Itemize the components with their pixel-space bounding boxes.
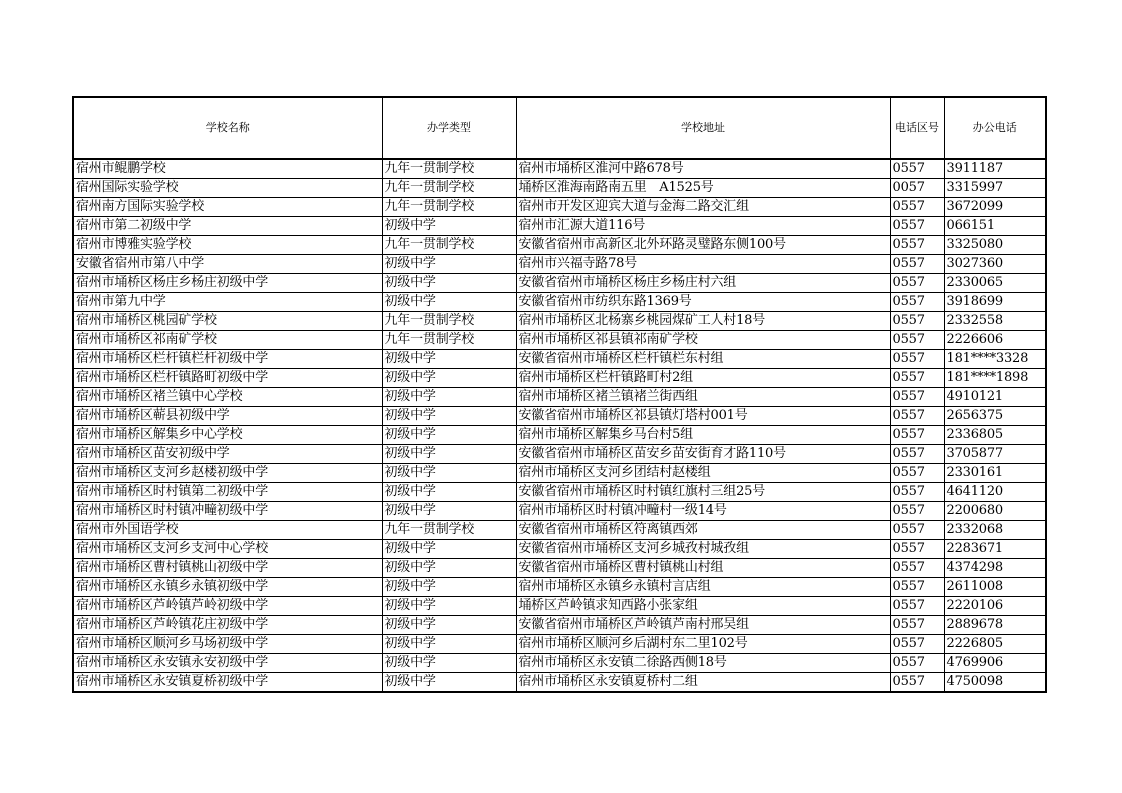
office-phone-cell: 4769906	[944, 654, 1046, 673]
school-type-cell: 初级中学	[382, 464, 516, 483]
table-row	[73, 464, 1046, 483]
office-phone-cell: 3325080	[944, 236, 1046, 255]
table-row	[73, 369, 1046, 388]
school-type-cell: 初级中学	[382, 388, 516, 407]
area-code-cell: 0557	[890, 673, 944, 693]
table-row	[73, 559, 1046, 578]
office-phone-cell: 3705877	[944, 445, 1046, 464]
school-name-cell: 宿州市埇桥区解集乡中心学校	[73, 426, 382, 445]
office-phone-cell: 2336805	[944, 426, 1046, 445]
school-address-cell: 宿州市埇桥区永安镇夏桥村二组	[516, 673, 890, 693]
table-row	[73, 179, 1046, 198]
office-phone-cell: 4910121	[944, 388, 1046, 407]
area-code-cell: 0557	[890, 445, 944, 464]
table-row	[73, 293, 1046, 312]
table-row	[73, 159, 1046, 179]
table-row	[73, 540, 1046, 559]
office-phone-cell: 2330065	[944, 274, 1046, 293]
school-name-cell: 宿州市埇桥区顺河乡马场初级中学	[73, 635, 382, 654]
school-type-cell: 初级中学	[382, 540, 516, 559]
school-type-cell: 初级中学	[382, 635, 516, 654]
table-row	[73, 502, 1046, 521]
school-type-cell: 初级中学	[382, 578, 516, 597]
office-phone-cell: 2332558	[944, 312, 1046, 331]
school-address-cell: 安徽省宿州市埇桥区杨庄乡杨庄村六组	[516, 274, 890, 293]
school-address-cell: 埇桥区芦岭镇求知西路小张家组	[516, 597, 890, 616]
office-phone-cell: 2220106	[944, 597, 1046, 616]
area-code-cell: 0557	[890, 502, 944, 521]
school-address-cell: 安徽省宿州市埇桥区栏杆镇栏东村组	[516, 350, 890, 369]
school-name-cell: 宿州市埇桥区时村镇第二初级中学	[73, 483, 382, 502]
school-type-cell: 九年一贯制学校	[382, 331, 516, 350]
school-address-cell: 宿州市埇桥区栏杆镇路町村2组	[516, 369, 890, 388]
office-phone-cell: 3315997	[944, 179, 1046, 198]
header-school-name: 学校名称	[73, 97, 382, 159]
school-name-cell: 宿州市埇桥区桃园矿学校	[73, 312, 382, 331]
school-name-cell: 宿州市埇桥区支河乡赵楼初级中学	[73, 464, 382, 483]
school-address-cell: 宿州市汇源大道116号	[516, 217, 890, 236]
school-name-cell: 宿州国际实验学校	[73, 179, 382, 198]
school-address-cell: 宿州市埇桥区褚兰镇褚兰街西组	[516, 388, 890, 407]
header-school-address: 学校地址	[516, 97, 890, 159]
table-row	[73, 407, 1046, 426]
school-name-cell: 安徽省宿州市第八中学	[73, 255, 382, 274]
area-code-cell: 0557	[890, 578, 944, 597]
school-address-cell: 宿州市兴福寺路78号	[516, 255, 890, 274]
office-phone-cell: 2889678	[944, 616, 1046, 635]
table-row	[73, 350, 1046, 369]
area-code-cell: 0557	[890, 483, 944, 502]
school-address-cell: 宿州市开发区迎宾大道与金海二路交汇组	[516, 198, 890, 217]
area-code-cell: 0557	[890, 635, 944, 654]
school-type-cell: 初级中学	[382, 559, 516, 578]
office-phone-cell: 066151	[944, 217, 1046, 236]
school-address-cell: 安徽省宿州市纺织东路1369号	[516, 293, 890, 312]
area-code-cell: 0557	[890, 255, 944, 274]
table-row	[73, 255, 1046, 274]
school-name-cell: 宿州市埇桥区支河乡支河中心学校	[73, 540, 382, 559]
area-code-cell: 0557	[890, 407, 944, 426]
school-name-cell: 宿州市埇桥区时村镇冲疃初级中学	[73, 502, 382, 521]
office-phone-cell: 2200680	[944, 502, 1046, 521]
area-code-cell: 0557	[890, 464, 944, 483]
school-name-cell: 宿州市埇桥区芦岭镇花庄初级中学	[73, 616, 382, 635]
area-code-cell: 0557	[890, 521, 944, 540]
table-row	[73, 445, 1046, 464]
school-name-cell: 宿州市鲲鹏学校	[73, 159, 382, 179]
school-type-cell: 初级中学	[382, 255, 516, 274]
school-address-cell: 宿州市埇桥区支河乡团结村赵楼组	[516, 464, 890, 483]
area-code-cell: 0557	[890, 217, 944, 236]
school-address-cell: 宿州市埇桥区永安镇二徐路西侧18号	[516, 654, 890, 673]
school-type-cell: 初级中学	[382, 274, 516, 293]
area-code-cell: 0557	[890, 293, 944, 312]
office-phone-cell: 3911187	[944, 159, 1046, 179]
area-code-cell: 0557	[890, 616, 944, 635]
school-name-cell: 宿州市埇桥区苗安初级中学	[73, 445, 382, 464]
table-row	[73, 483, 1046, 502]
school-address-cell: 宿州市埇桥区永镇乡永镇村言店组	[516, 578, 890, 597]
school-name-cell: 宿州市埇桥区蕲县初级中学	[73, 407, 382, 426]
office-phone-cell: 2283671	[944, 540, 1046, 559]
office-phone-cell: 2330161	[944, 464, 1046, 483]
area-code-cell: 0557	[890, 198, 944, 217]
school-name-cell: 宿州市第二初级中学	[73, 217, 382, 236]
table-row	[73, 312, 1046, 331]
area-code-cell: 0557	[890, 597, 944, 616]
school-type-cell: 初级中学	[382, 616, 516, 635]
header-area-code: 电话区号	[890, 97, 944, 159]
header-row	[73, 97, 1046, 159]
school-type-cell: 九年一贯制学校	[382, 521, 516, 540]
area-code-cell: 0557	[890, 159, 944, 179]
area-code-cell: 0557	[890, 540, 944, 559]
table-row	[73, 274, 1046, 293]
school-name-cell: 宿州市埇桥区永安镇永安初级中学	[73, 654, 382, 673]
school-type-cell: 初级中学	[382, 426, 516, 445]
school-name-cell: 宿州市博雅实验学校	[73, 236, 382, 255]
school-address-cell: 宿州市埇桥区顺河乡后湖村东二里102号	[516, 635, 890, 654]
school-address-cell: 安徽省宿州市埇桥区符离镇西郊	[516, 521, 890, 540]
school-type-cell: 初级中学	[382, 293, 516, 312]
school-name-cell: 宿州市埇桥区芦岭镇芦岭初级中学	[73, 597, 382, 616]
area-code-cell: 0557	[890, 236, 944, 255]
school-type-cell: 初级中学	[382, 407, 516, 426]
school-address-cell: 宿州市埇桥区时村镇冲疃村一级14号	[516, 502, 890, 521]
school-name-cell: 宿州南方国际实验学校	[73, 198, 382, 217]
office-phone-cell: 3027360	[944, 255, 1046, 274]
table-row	[73, 388, 1046, 407]
table-row	[73, 597, 1046, 616]
school-type-cell: 九年一贯制学校	[382, 179, 516, 198]
office-phone-cell: 4641120	[944, 483, 1046, 502]
school-address-cell: 安徽省宿州市埇桥区曹村镇桃山村组	[516, 559, 890, 578]
school-name-cell: 宿州市埇桥区杨庄乡杨庄初级中学	[73, 274, 382, 293]
school-type-cell: 初级中学	[382, 445, 516, 464]
school-name-cell: 宿州市外国语学校	[73, 521, 382, 540]
school-address-cell: 宿州市埇桥区祁县镇祁南矿学校	[516, 331, 890, 350]
table-row	[73, 236, 1046, 255]
table-row	[73, 198, 1046, 217]
office-phone-cell: 2611008	[944, 578, 1046, 597]
area-code-cell: 0557	[890, 388, 944, 407]
school-type-cell: 初级中学	[382, 369, 516, 388]
table-row	[73, 654, 1046, 673]
school-address-cell: 宿州市埇桥区北杨寨乡桃园煤矿工人村18号	[516, 312, 890, 331]
school-name-cell: 宿州市埇桥区祁南矿学校	[73, 331, 382, 350]
table-row	[73, 521, 1046, 540]
area-code-cell: 0557	[890, 369, 944, 388]
office-phone-cell: 2332068	[944, 521, 1046, 540]
table-body	[73, 159, 1046, 692]
school-type-cell: 九年一贯制学校	[382, 159, 516, 179]
area-code-cell: 0557	[890, 559, 944, 578]
school-name-cell: 宿州市埇桥区曹村镇桃山初级中学	[73, 559, 382, 578]
area-code-cell: 0557	[890, 274, 944, 293]
school-name-cell: 宿州市埇桥区永安镇夏桥初级中学	[73, 673, 382, 693]
school-table	[72, 96, 1047, 693]
table-row	[73, 217, 1046, 236]
area-code-cell: 0557	[890, 312, 944, 331]
school-type-cell: 九年一贯制学校	[382, 198, 516, 217]
table-row	[73, 673, 1046, 693]
school-address-cell: 安徽省宿州市埇桥区支河乡城孜村城孜组	[516, 540, 890, 559]
office-phone-cell: 181****3328	[944, 350, 1046, 369]
area-code-cell: 0557	[890, 350, 944, 369]
school-name-cell: 宿州市第九中学	[73, 293, 382, 312]
school-address-cell: 安徽省宿州市埇桥区苗安乡苗安街育才路110号	[516, 445, 890, 464]
office-phone-cell: 2226805	[944, 635, 1046, 654]
school-type-cell: 九年一贯制学校	[382, 236, 516, 255]
table-row	[73, 635, 1046, 654]
school-type-cell: 初级中学	[382, 654, 516, 673]
office-phone-cell: 181****1898	[944, 369, 1046, 388]
school-name-cell: 宿州市埇桥区栏杆镇路町初级中学	[73, 369, 382, 388]
header-school-type: 办学类型	[382, 97, 516, 159]
office-phone-cell: 3918699	[944, 293, 1046, 312]
school-address-cell: 安徽省宿州市埇桥区芦岭镇芦南村邢吴组	[516, 616, 890, 635]
school-type-cell: 初级中学	[382, 597, 516, 616]
school-type-cell: 初级中学	[382, 673, 516, 693]
table-header	[73, 97, 1046, 159]
table-row	[73, 578, 1046, 597]
table-row	[73, 331, 1046, 350]
table-row	[73, 426, 1046, 445]
header-office-phone: 办公电话	[944, 97, 1046, 159]
school-address-cell: 安徽省宿州市高新区北外环路灵璧路东侧100号	[516, 236, 890, 255]
office-phone-cell: 3672099	[944, 198, 1046, 217]
school-directory-sheet	[72, 96, 1047, 693]
school-address-cell: 埇桥区淮海南路南五里 A1525号	[516, 179, 890, 198]
area-code-cell: 0557	[890, 654, 944, 673]
school-name-cell: 宿州市埇桥区褚兰镇中心学校	[73, 388, 382, 407]
school-name-cell: 宿州市埇桥区栏杆镇栏杆初级中学	[73, 350, 382, 369]
area-code-cell: 0557	[890, 331, 944, 350]
school-address-cell: 宿州市埇桥区淮河中路678号	[516, 159, 890, 179]
office-phone-cell: 4750098	[944, 673, 1046, 693]
school-type-cell: 初级中学	[382, 502, 516, 521]
area-code-cell: 0557	[890, 426, 944, 445]
area-code-cell: 0057	[890, 179, 944, 198]
school-type-cell: 初级中学	[382, 483, 516, 502]
school-type-cell: 九年一贯制学校	[382, 312, 516, 331]
school-type-cell: 初级中学	[382, 217, 516, 236]
office-phone-cell: 2656375	[944, 407, 1046, 426]
office-phone-cell: 4374298	[944, 559, 1046, 578]
school-type-cell: 初级中学	[382, 350, 516, 369]
school-address-cell: 宿州市埇桥区解集乡马台村5组	[516, 426, 890, 445]
school-address-cell: 安徽省宿州市埇桥区祁县镇灯塔村001号	[516, 407, 890, 426]
office-phone-cell: 2226606	[944, 331, 1046, 350]
table-row	[73, 616, 1046, 635]
school-address-cell: 安徽省宿州市埇桥区时村镇红旗村三组25号	[516, 483, 890, 502]
school-name-cell: 宿州市埇桥区永镇乡永镇初级中学	[73, 578, 382, 597]
